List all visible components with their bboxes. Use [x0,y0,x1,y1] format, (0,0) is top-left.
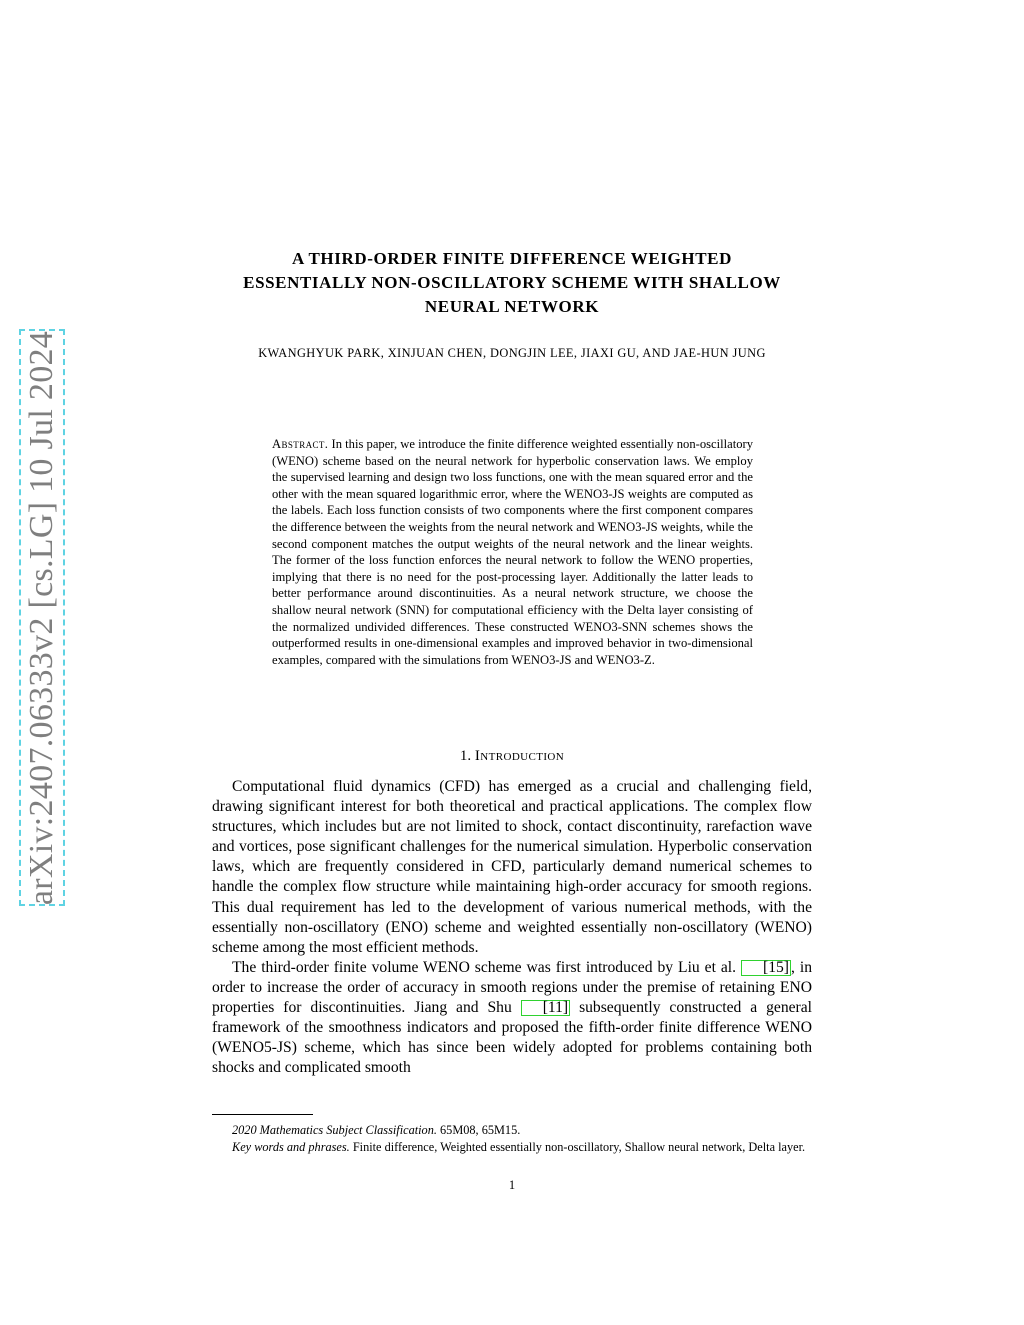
section-number: 1. [459,748,472,764]
paragraph-2 [212,958,812,1079]
page-number: 1 [508,1178,516,1192]
paragraph-2-part-b: , in order to increase the order of accuracy in smooth regions under the premise of retaining ENO properties for discontinuities. Jiang and Shu [212,958,812,1017]
author-list: KWANGHYUK PARK, XINJUAN CHEN, DONGJIN LEE, JIAXI GU, AND JAE-HUN JUNG [258,346,766,360]
msc-value: 65M08, 65M15. [440,1123,521,1137]
title-line-3: NEURAL NETWORK [424,297,600,316]
paragraph-2-part-a: The third-order finite volume WENO scheme was first introduced by Liu et al. [232,958,737,976]
footnotes [212,1122,812,1156]
body-text [212,777,812,1078]
abstract [272,436,753,668]
section-heading-introduction [200,748,824,765]
arxiv-identifier-stamp [19,329,65,906]
paper-title [200,247,824,319]
msc-label: 2020 Mathematics Subject Classification. [232,1123,437,1137]
footnote-divider [212,1114,313,1115]
footnote-keywords [212,1139,812,1156]
section-title: Introduction [474,748,565,764]
title-line-1: A THIRD-ORDER FINITE DIFFERENCE WEIGHTED [292,249,732,268]
keywords-value: Finite difference, Weighted essentially non-oscillatory, Shallow neural network, Delta layer. [352,1140,806,1154]
keywords-label: Key words and phrases. [232,1140,350,1154]
paragraph-2-part-c: subsequently constructed a general framework of the smoothness indicators and proposed the fifth-order finite difference WENO (WENO5-JS) scheme, which has since been widely adopted for problems containing both shocks and complicated smooth [212,999,812,1077]
abstract-label: Abstract. [272,437,329,451]
paragraph-1: Computational fluid dynamics (CFD) has emerged as a crucial and challenging field, drawing significant interest for both theoretical and practical applications. The complex flow structures, which includes but are not limited to shock, contact discontinuity, rarefaction wave and vortices, pose significant challenges for the numerical simulation. Hyperbolic conservation laws, which are frequently considered in CFD, particularly demand numerical schemes to handle the complex flow structure while maintaining high-order accuracy for smooth regions. This dual requirement has led to the development of various numerical methods, with the essentially non-oscillatory (ENO) scheme and weighted essentially non-oscillatory (WENO) scheme among the most efficient methods. [212,778,812,956]
footnote-msc [212,1122,812,1139]
citation-link-15[interactable]: [15] [741,960,791,976]
citation-link-11[interactable]: [11] [521,1000,570,1016]
title-line-2: ESSENTIALLY NON-OSCILLATORY SCHEME WITH SHALLOW [243,273,781,292]
arxiv-identifier-text: arXiv:2407.06333v2 [cs.LG] 10 Jul 2024 [23,330,60,905]
abstract-text: In this paper, we introduce the finite difference weighted essentially non-oscillatory (WENO) scheme based on the neural network for hyperbolic conservation laws. We employ the supervised learning and design two loss functions, one with the mean squared error and the other with the mean squared logarithmic error, where the WENO3-JS weights are computed as the labels. Each loss function consists of two components where the first component compares the difference between the weights from the neural network and WENO3-JS weights, while the second component matches the output weights of the neural network and the linear weights. The former of the loss function enforces the neural network to follow the WENO properties, implying that there is no need for the post-processing layer. Additionally the latter leads to better performance around discontinuities. As a neural network structure, we choose the shallow neural network (SNN) for computational efficiency with the Delta layer consisting of the normalized undivided differences. These constructed WENO3-SNN schemes shows the outperformed results in one-dimensional examples and improved behavior in two-dimensional examples, compared with the simulations from WENO3-JS and WENO3-Z. [272,437,753,667]
